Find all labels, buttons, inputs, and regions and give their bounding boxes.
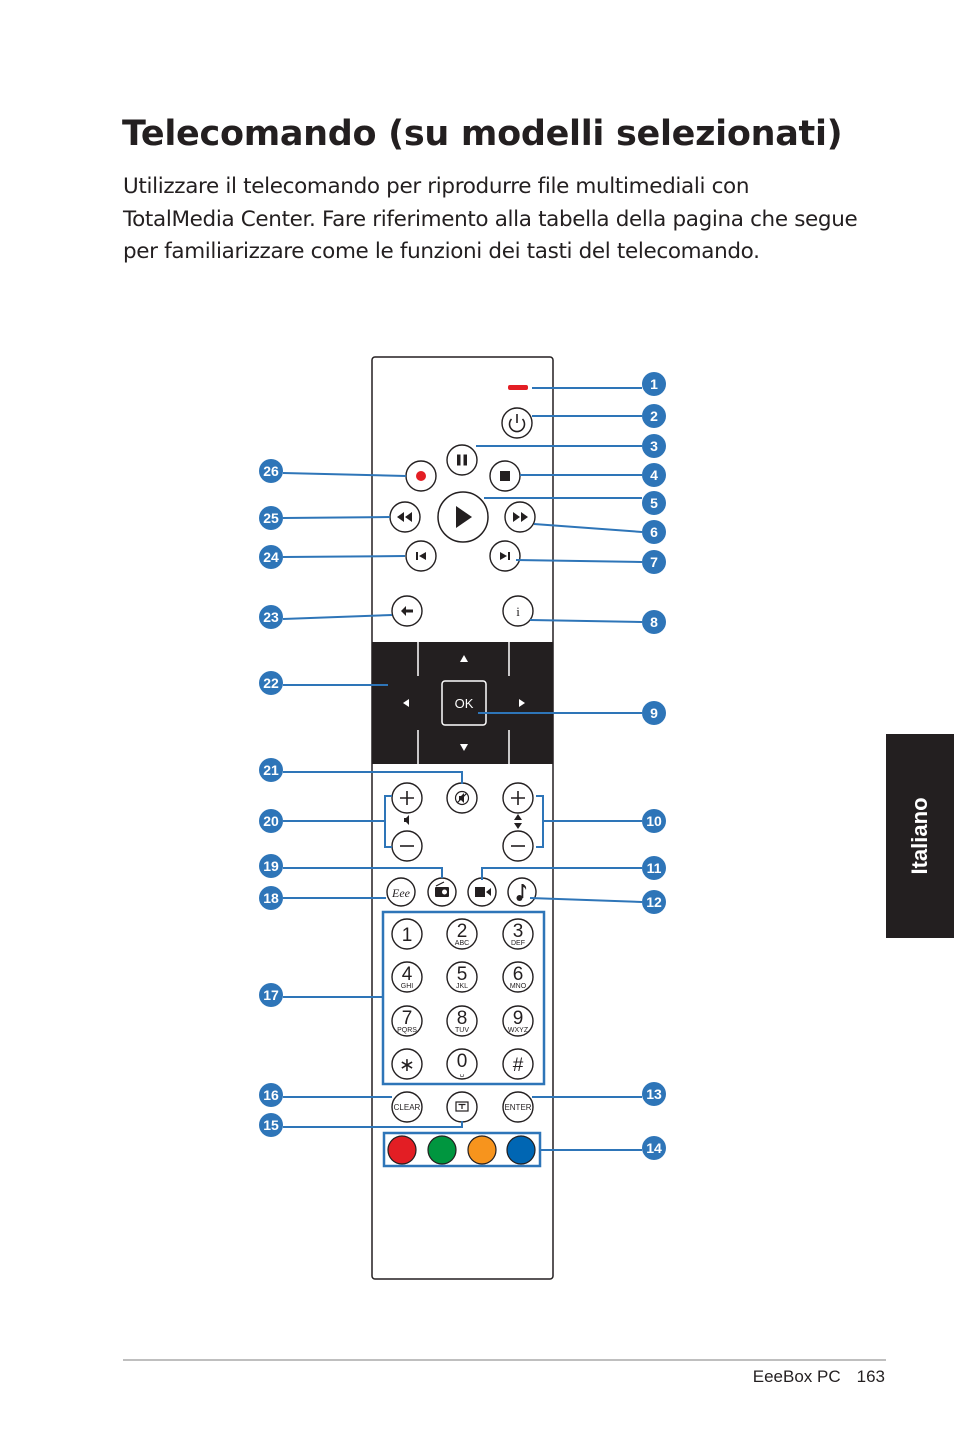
eee-logo-icon: Eee bbox=[392, 886, 410, 900]
keypad-letters: JKL bbox=[455, 983, 469, 990]
clear-label: CLEAR bbox=[393, 1103, 421, 1112]
callout-number: 13 bbox=[646, 1086, 662, 1102]
info-icon: i bbox=[516, 604, 520, 619]
keypad-key[interactable] bbox=[447, 962, 477, 992]
callout-number: 21 bbox=[263, 762, 279, 778]
callout-number: 15 bbox=[263, 1117, 279, 1133]
keypad-digit: 1 bbox=[401, 925, 413, 946]
keypad-letters: WXYZ bbox=[507, 1027, 529, 1034]
teletext-button[interactable] bbox=[447, 1092, 477, 1122]
callout-number: 7 bbox=[650, 554, 658, 570]
keypad-digit: 4 bbox=[401, 964, 413, 985]
callout-number: 11 bbox=[646, 860, 662, 876]
keypad-letters: TUV bbox=[455, 1027, 469, 1034]
rewind-button[interactable] bbox=[390, 502, 420, 532]
clear-button[interactable] bbox=[392, 1092, 422, 1122]
pause-button[interactable] bbox=[447, 445, 477, 475]
keypad-digit: 6 bbox=[512, 964, 524, 985]
info-button[interactable] bbox=[503, 596, 533, 626]
channel-down-button[interactable] bbox=[503, 831, 533, 861]
callout-number: 16 bbox=[263, 1087, 279, 1103]
previous-button[interactable] bbox=[406, 541, 436, 571]
language-tab-label: Italiano bbox=[907, 797, 932, 875]
callout-number: 26 bbox=[263, 463, 279, 479]
keypad-key[interactable] bbox=[447, 919, 477, 949]
enter-label: ENTER bbox=[504, 1103, 532, 1112]
callout-number: 14 bbox=[646, 1140, 662, 1156]
callout-number: 10 bbox=[646, 813, 662, 829]
keypad-key[interactable] bbox=[503, 919, 533, 949]
eee-button[interactable] bbox=[387, 878, 415, 906]
stop-icon bbox=[500, 471, 510, 481]
keypad-key[interactable] bbox=[503, 962, 533, 992]
callout-number: 18 bbox=[263, 890, 279, 906]
keypad-digit: 3 bbox=[512, 921, 524, 942]
keypad-digit: 0 bbox=[456, 1051, 468, 1072]
keypad-letters: ␣ bbox=[459, 1070, 465, 1077]
keypad-key[interactable] bbox=[503, 1049, 533, 1079]
keypad-digit: 7 bbox=[401, 1008, 413, 1029]
callout-number: 17 bbox=[263, 987, 279, 1003]
callout-number: 12 bbox=[646, 894, 662, 910]
mute-button[interactable] bbox=[447, 783, 477, 813]
callout-leader bbox=[283, 556, 405, 557]
callout-number: 24 bbox=[263, 549, 279, 565]
callout-number: 4 bbox=[650, 467, 658, 483]
volume-minus-button[interactable] bbox=[392, 831, 422, 861]
page-title: Telecomando (su modelli selezionati) bbox=[122, 114, 843, 154]
keypad-digit: 5 bbox=[456, 964, 468, 985]
keypad-key[interactable] bbox=[447, 1049, 477, 1079]
keypad-digit: 9 bbox=[512, 1008, 524, 1029]
ok-button-label: OK bbox=[454, 696, 474, 711]
callout-number: 1 bbox=[650, 376, 658, 392]
play-button[interactable] bbox=[438, 492, 488, 542]
channel-up-button[interactable] bbox=[503, 783, 533, 813]
keypad-key[interactable] bbox=[447, 1006, 477, 1036]
intro-paragraph: Utilizzare il telecomando per riprodurre file multimediali con TotalMedia Center. Fare riferimento alla tabella della pagina che segue per familiarizzare come le funzioni dei tasti del telecomando. bbox=[123, 174, 858, 264]
dpad bbox=[372, 642, 553, 764]
keypad-letters: GHI bbox=[400, 983, 414, 990]
color-button[interactable] bbox=[388, 1136, 416, 1164]
keypad-key[interactable] bbox=[503, 1006, 533, 1036]
back-button[interactable] bbox=[392, 596, 422, 626]
callout-number: 8 bbox=[650, 614, 658, 630]
record-button[interactable] bbox=[406, 461, 436, 491]
callout-number: 6 bbox=[650, 524, 658, 540]
keypad-letters: MNO bbox=[509, 983, 527, 990]
power-button[interactable] bbox=[502, 408, 532, 438]
callout-number: 19 bbox=[263, 858, 279, 874]
footer bbox=[753, 1367, 885, 1387]
radio-button[interactable] bbox=[428, 878, 456, 906]
callout-leader bbox=[283, 517, 390, 518]
footer-rule bbox=[123, 1359, 886, 1361]
record-icon bbox=[416, 471, 426, 481]
keypad-digit: 2 bbox=[456, 921, 468, 942]
callout-number: 5 bbox=[650, 495, 658, 511]
music-button[interactable] bbox=[508, 878, 536, 906]
callout-number: 20 bbox=[263, 813, 279, 829]
led-indicator bbox=[508, 385, 528, 390]
callout-number: 2 bbox=[650, 408, 658, 424]
footer-product: EeeBox PC bbox=[752, 1367, 841, 1386]
keypad-letters: PQRS bbox=[397, 1027, 417, 1034]
keypad-key[interactable] bbox=[392, 962, 422, 992]
callout-number: 22 bbox=[263, 675, 279, 691]
callout-number: 25 bbox=[263, 510, 279, 526]
callout-number: 23 bbox=[263, 609, 279, 625]
keypad-digit: ∗ bbox=[399, 1055, 415, 1076]
keypad-digit: # bbox=[512, 1055, 524, 1076]
stop-button[interactable] bbox=[490, 461, 520, 491]
keypad-key[interactable] bbox=[392, 919, 422, 949]
volume-plus-button[interactable] bbox=[392, 783, 422, 813]
color-button[interactable] bbox=[507, 1136, 535, 1164]
keypad-letters: ABC bbox=[454, 940, 470, 947]
callout-number: 3 bbox=[650, 438, 658, 454]
next-button[interactable] bbox=[490, 541, 520, 571]
keypad-digit: 8 bbox=[456, 1008, 468, 1029]
enter-button[interactable] bbox=[503, 1092, 533, 1122]
color-button[interactable] bbox=[468, 1136, 496, 1164]
keypad-letters: DEF bbox=[511, 940, 525, 947]
fast-forward-button[interactable] bbox=[505, 502, 535, 532]
callout-number: 9 bbox=[650, 705, 658, 721]
color-button[interactable] bbox=[428, 1136, 456, 1164]
keypad-key[interactable] bbox=[392, 1049, 422, 1079]
keypad-key[interactable] bbox=[392, 1006, 422, 1036]
video-button[interactable] bbox=[468, 878, 496, 906]
page-number: 163 bbox=[856, 1367, 885, 1386]
